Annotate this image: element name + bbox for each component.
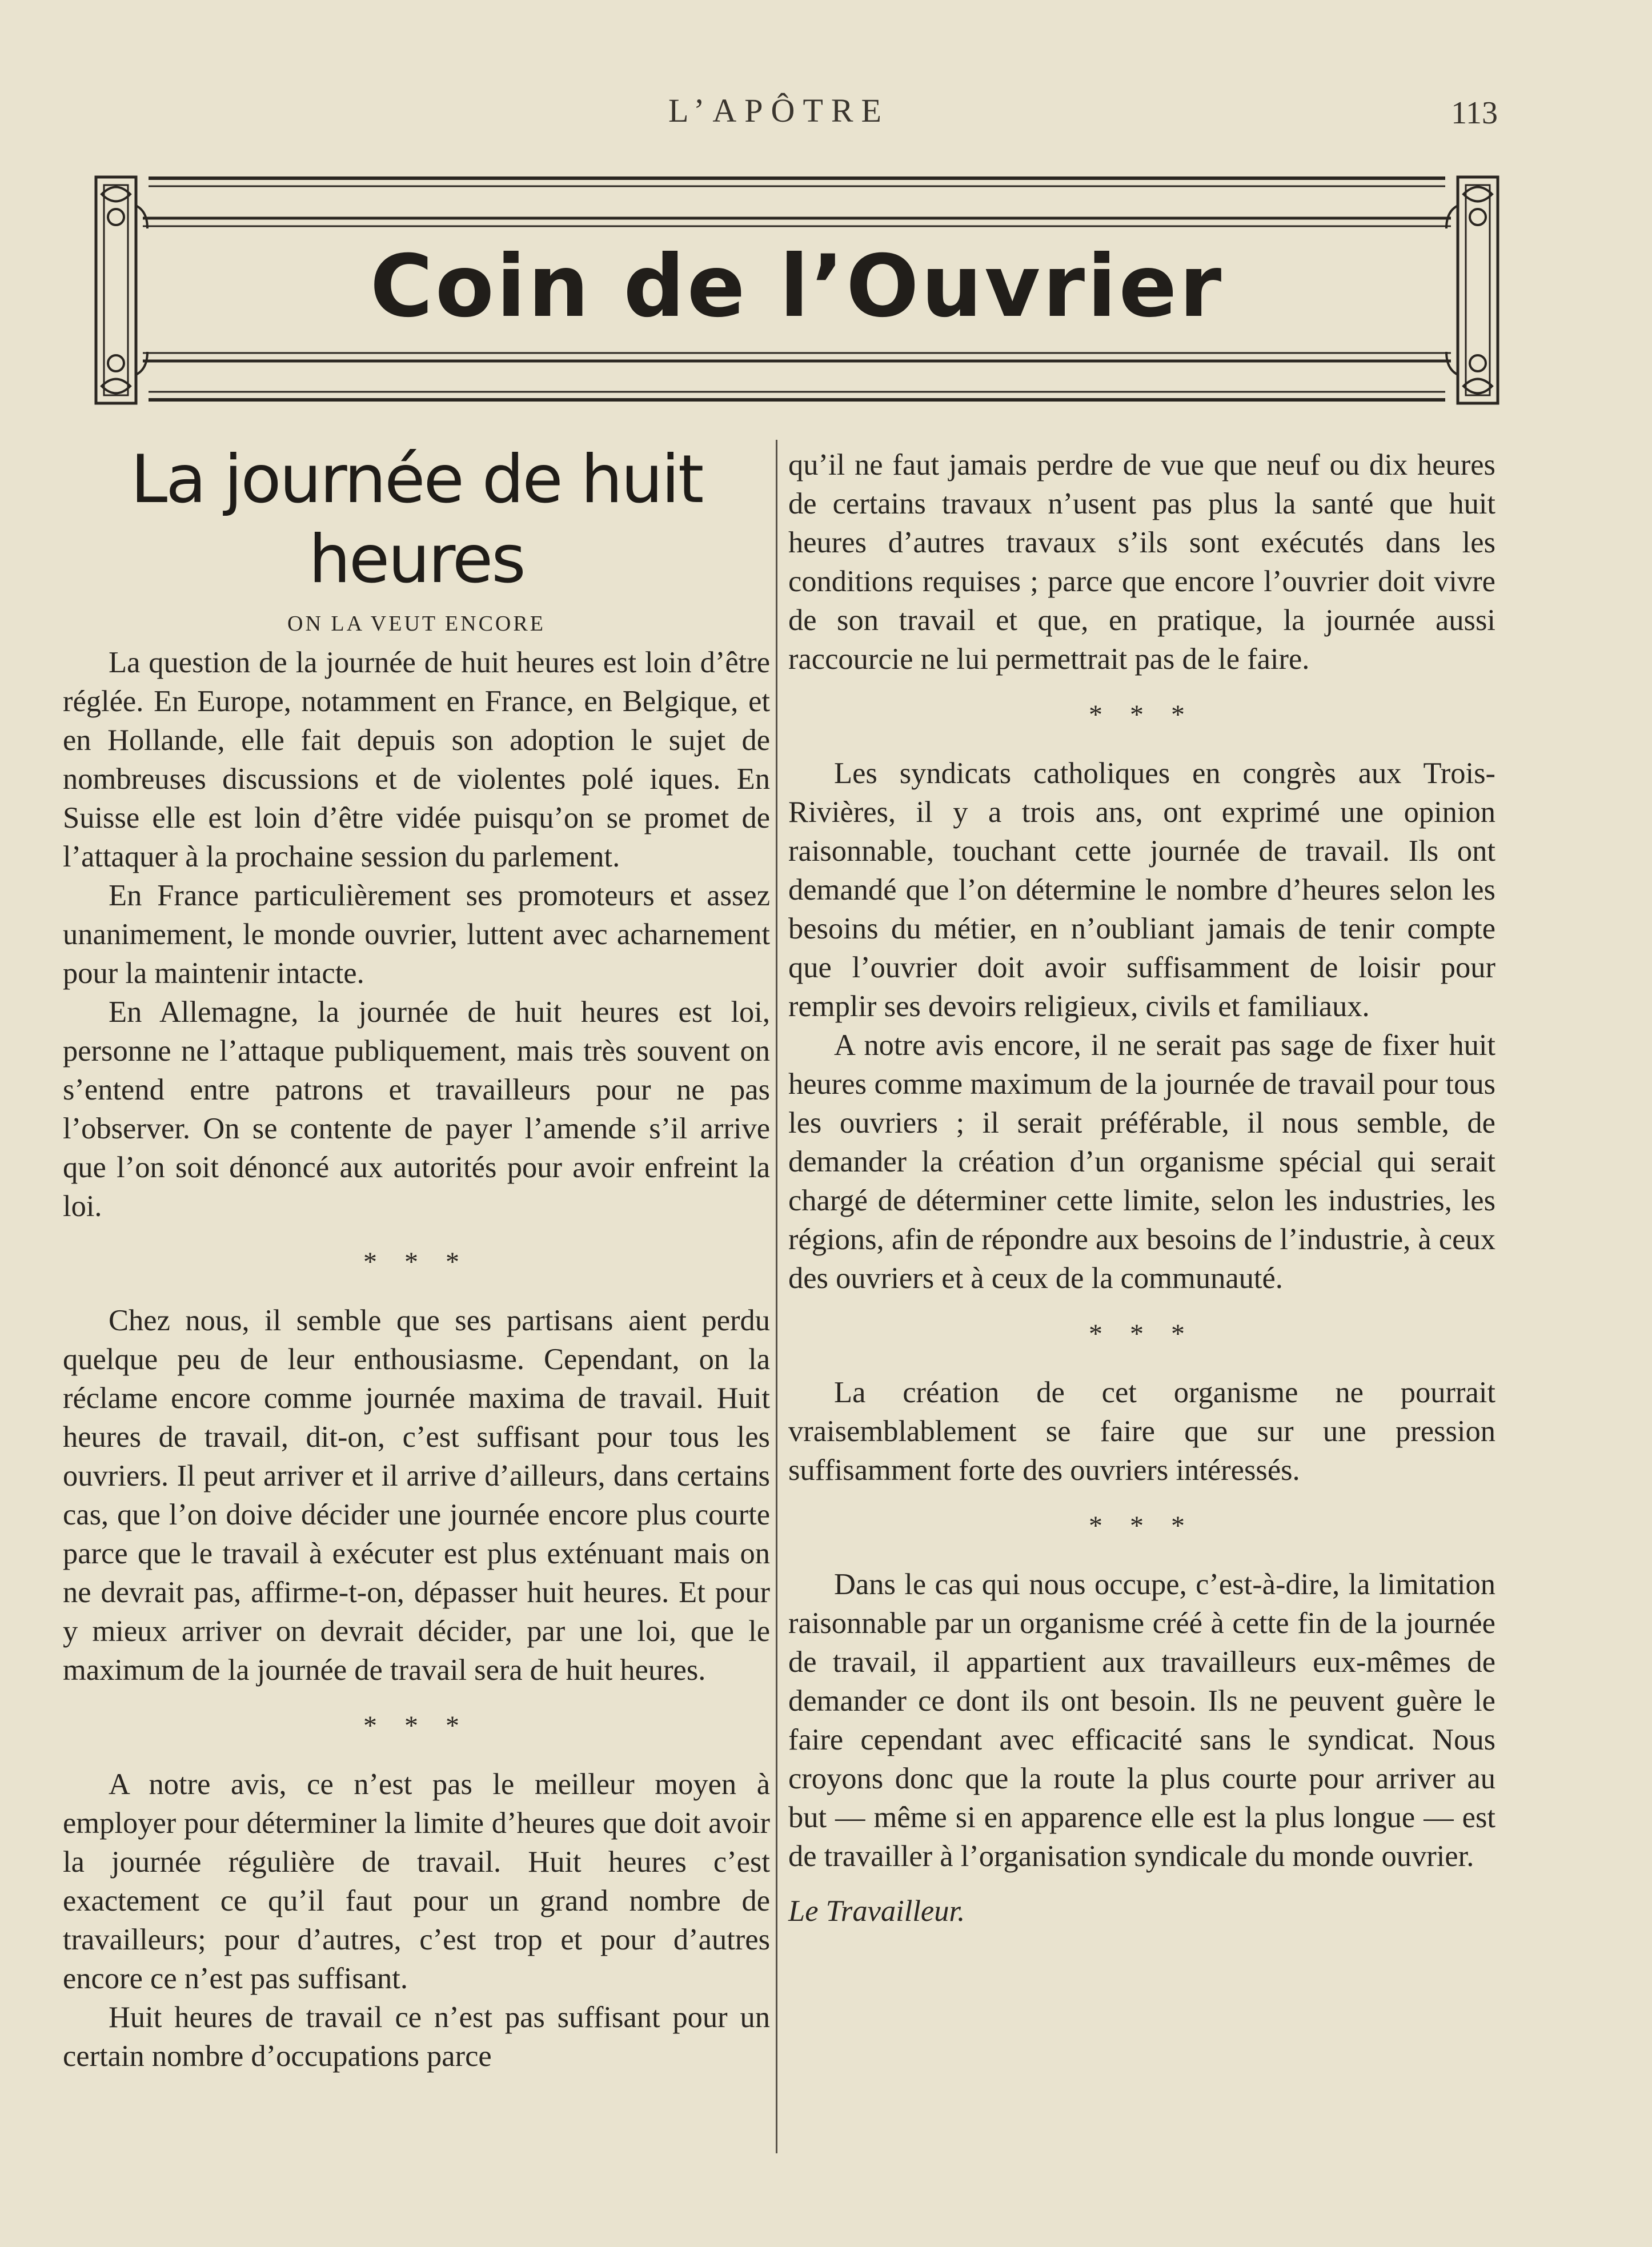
left-column <box>63 440 770 2076</box>
paragraph: Les syndicats catholiques en congrès aux Trois-Rivières, il y a trois ans, ont exprimé une opinion raisonnable, touchant cette journée de travail. Ils ont demandé que l’on détermine le nombre d’heures selon les besoins du métier, en n’oubliant jamais de tenir compte que l’ouvrier doit avoir suffisamment de loisir pour remplir ses devoirs religieux, civils et familiaux. <box>788 757 1495 1023</box>
column-divider <box>776 440 777 2153</box>
source-signature: Le Travailleur. <box>788 1895 965 1928</box>
paragraph: Chez nous, il semble que ses partisans aient perdu quelque peu de leur enthousiasme. Cependant, on la réclame encore comme journée maxima de travail. Huit heures de travail, dit-on, c’est suffisant pour tous les ouvriers. Il peut arriver et il arrive d’ailleurs, dans certains cas, que l’on doive décider une journée encore plus courte parce que le travail à exécuter est plus exténuant mais on ne devrait pas, affirme-t-on, dépasser huit heures. Et pour y mieux arriver on devrait décider, par une loi, que le maximum de la journée de travail sera de huit heures. <box>63 1304 770 1687</box>
section-banner <box>86 171 1508 411</box>
section-separator: * * * <box>1089 1511 1195 1541</box>
section-separator: * * * <box>363 1711 470 1741</box>
page-header <box>0 91 1652 137</box>
running-title: L’APÔTRE <box>668 92 889 129</box>
paragraph: La question de la journée de huit heures est loin d’être réglée. En Europe, notamment en France, en Belgique, et en Hollande, elle fait depuis son adoption le sujet de nombreuses discussions et de violentes polé iques. En Suisse elle est loin d’être vidée puisqu’on se promet de l’attaquer à la prochaine session du parlement. <box>63 646 770 873</box>
paragraph: En France particulièrement ses promoteurs et assez unanimement, le monde ouvrier, luttent avec acharnement pour la maintenir intacte. <box>63 879 770 990</box>
paragraph: Dans le cas qui nous occupe, c’est-à-dire, la limitation raisonnable par un organisme créé à cette fin de la journée de travail, il appartient aux travailleurs eux-mêmes de demander ce dont ils ont besoin. Ils ne peuvent guère le faire cependant avec efficacité sans le syndicat. Nous croyons donc que la route la plus courte pour arriver au but — même si en apparence elle est la plus longue — est de travailler à l’organisation syndicale du monde ouvrier. <box>788 1568 1495 1873</box>
article-title: La journée de huit heures <box>130 441 703 598</box>
paragraph: A notre avis encore, il ne serait pas sage de fixer huit heures comme maximum de la journée de travail pour tous les ouvriers ; il serait préférable, il nous semble, de demander la création d’un organisme spécial qui serait chargé de déterminer cette limite, selon les industries, les régions, afin de répondre aux besoins de l’industrie, à ceux des ouvriers et à ceux de la communauté. <box>788 1029 1495 1295</box>
page-number: 113 <box>1451 95 1498 131</box>
section-separator: * * * <box>363 1247 470 1277</box>
paragraph: En Allemagne, la journée de huit heures est loi, personne ne l’attaque publiquement, mais très souvent on s’entend entre patrons et travailleurs pour ne pas l’observer. On se contente de payer l’amende s’il arrive que l’on soit dénoncé aux autorités pour avoir enfreint la loi. <box>63 996 770 1223</box>
paragraph: Huit heures de travail ce n’est pas suffisant pour un certain nombre d’occupations parce <box>63 2001 770 2073</box>
right-column <box>788 446 1495 1931</box>
paragraph: qu’il ne faut jamais perdre de vue que neuf ou dix heures de certains travaux n’usent pas plus la santé que huit heures d’autres travaux s’ils sont exécutés dans les conditions requises ; parce que encore l’ouvrier doit vivre de son travail et que, en pratique, la journée aussi raccourcie ne lui permettrait pas de le faire. <box>788 448 1495 676</box>
section-separator: * * * <box>1089 700 1195 730</box>
article-subtitle: ON LA VEUT ENCORE <box>287 612 546 636</box>
paragraph: A notre avis, ce n’est pas le meilleur moyen à employer pour déterminer la limite d’heures que doit avoir la journée régulière de travail. Huit heures c’est exactement ce qu’il faut pour un grand nombre de travailleurs; pour d’autres, c’est trop et pour d’autres encore ce n’est pas suffisant. <box>63 1768 770 1995</box>
section-separator: * * * <box>1089 1319 1195 1349</box>
paragraph: La création de cet organisme ne pourrait vraisemblablement se faire que sur une pression suffisamment forte des ouvriers intéressés. <box>788 1376 1495 1487</box>
section-title: Coin de l’Ouvrier <box>370 237 1224 336</box>
